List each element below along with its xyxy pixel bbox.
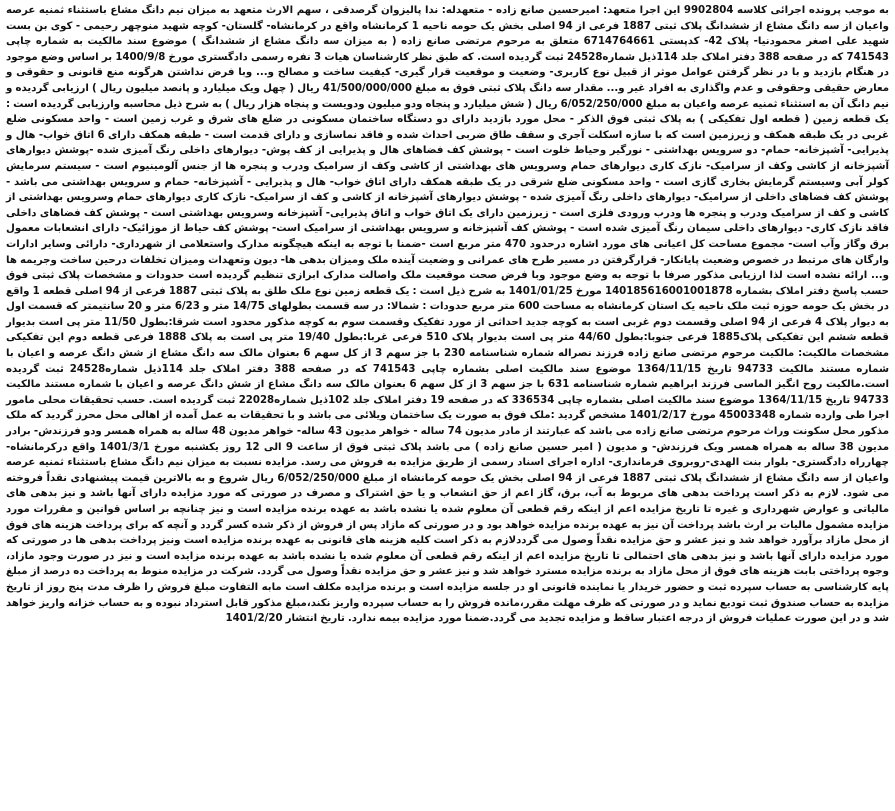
notice-body-text: به موجب پرونده اجرائی کلاسه 9902804 این اجرا متعهد: امیرحسین صانع زاده - متعهدله: ندا پالیزوان گرصدقی ، سهم الارث متعهد به میزان نیم دانگ مشاع باستثناء ثمنیه عرصه واعیان از سه دانگ مشاع از ششدانگ پلاک ثبتی 1887 فرعی از 94 اصلی بخش یک حومه ناحیه 1 کرمانشاه واقع در کرمانشاه- گلستان- کوچه شهید منوچهر رحیمی - کوی بن بست شهید علی اصغر محمودنیا- پلاک 42- کدپستی 6714764661 متعلق به مرحوم مرتضی صانع زاده ( به میزان سه دانگ مشاع از ششدانگ ) موضوع سند مالکیت به شماره چاپی 741543 که در صفحه 388 دفتر املاک جلد 114ذیل شماره24528 ثبت گردیده است. که طبق نظر کارشناسان هیات 3 نفره رسمی دادگستری مورخ 1400/9/8 بر اساس وضع موجود در هنگام بازدید و با در نظر گرفتن عوامل موثر از قبیل نوع کاربری- وضعیت و موقعیت قرار گیری- کیفیت ساخت و مصالح و... وبا فرض نداشتن هرگونه منع قانونی و حقوقی و معارض حقیقی وحقوقی و عدم واگذاری به افراد غیر و... مقدار سه دانگ پلاک ثبتی فوق به مبلغ 41/500/000/000 ریال ( چهل ویک میلیارد و پانصد میلیون ریال ) ارزیابی گردیده و نیم دانگ آن به استثناء ثمنیه عرصه واعیان به مبلغ 6/052/250/000 ریال ( شش میلیارد و پنجاه ودو میلیون ودویست و پنجاه هزار ریال ) به شرح ذیل محاسبه وارزیابی گردیده است : یک قطعه زمین ( قطعه اول تفکیکی ) به پلاک ثبتی فوق الذکر - محل مورد بازدید دارای دو دستگاه ساختمان مسکونی در ضلع های شرق و غرب زمین است - واحد مسکونی ضلع غربی در یک طبقه همکف و زیرزمین است که با سازه اسکلت آجری و سقف طاق ضربی احداث شده و فاقد نماسازی و دارای قدمت است - طبقه همکف دارای 6 اتاق خواب- هال و پذیرایی- آشپزخانه- حمام- دو سرویس بهداشتی - نورگیر وحیاط خلوت است - پوشش کف فضاهای هال و پذیرایی از کف پوش- دیوارهای داخلی رنگ آمیزی شده -پوشش دیوارهای آشپزخانه از کاشی وکف از سرامیک- نازک کاری دیوارهای حمام وسرویس های بهداشتی از کاشی وکف از سرامیک ودرب و پنجره ها از جنس آلومینیوم است - سیستم سرمایش کولر آبی وسیستم گرمایش بخاری گازی است - واحد مسکونی ضلع شرقی در یک طبقه همکف دارای اتاق خواب- هال و پذیرایی - آشپزخانه- حمام و سرویس بهداشتی می باشد - پوشش کف فضاهای داخلی از سرامیک- دیوارهای داخلی رنگ آمیزی شده - پوشش دیوارهای آشپزخانه از کاشی و کف از سرامیک- نازک کاری دیوارهای حمام وسرویس بهداشتی از کاشی و کف از سرامیک ودرب و پنجره ها ودرب ورودی فلزی است - زیرزمین دارای یک اتاق خواب و اتاق پذیرایی- آشپزخانه وسرویس بهداشتی است - پوشش کف فضاهای داخلی فاقد نازک کاری- دیوارهای داخلی سیمان رنگ آمیزی شده است - پوشش کف آشپزخانه و سرویس بهداشتی از سرامیک است- پوشش کف حیاط از موزائیک- دارای انشعابات معمول برق وگاز وآب است- مجموع مساحت کل اعیانی های مورد اشاره درحدود 470 متر مربع است -ضمنا با توجه به اینکه هیچگونه مدارک واستعلامی از شهرداری- دارائی وسایر ادارات وارگان های مرتبط در خصوص وضعیت پایانکار- قرارگرفتن در مسیر طرح های عمرانی و وضعیت آینده ملک ومیزان بدهی ها- دیون وتعهدات ومیزان تخلفات درحین ساخت وجریمه ها و... ارائه نشده است لذا ارزیابی مذکور صرفا با توجه به وضع موجود وبا فرض صحت موقعیت ملک واصالت مدارک ابرازی تنظیم گردیده است حدودات و مشخصات پلاک ثبتی فوق حسب پاسخ دفتر املاک بشماره 140185616001001878 مورخ 1401/01/25 به شرح ذیل است : یک قطعه زمین نوع ملک طلق به پلاک ثبتی 1887 فرعی از 94 اصلی قطعه 1 واقع در بخش یک حومه حوزه ثبت ملک ناحیه یک استان کرمانشاه به مساحت 600 متر مربع حدودات : شمالا: در سه قسمت بطولهای 14/75 متر و 6/23 متر و 20 سانتیمتر که قسمت اول به دیوار پلاک 4 فرعی از 94 اصلی وقسمت دوم غربی است به کوچه جدید احداثی از مورد تفکیک وقسمت سوم به کوچه مذکور محدود است شرقا:بطول 11/50 متر پی است بدیوار قطعه ششم این تفکیکی پلاک1885 فرعی جنوبا:بطول 44/60 متر پی است بدیوار پلاک 510 فرعی غربا:بطول 19/40 متر پی است به پلاک 1888 فرعی قطعه دوم این تفکیکی مشخصات مالکیت: مالکیت مرحوم مرتضی صانع زاده فرزند نصراله شماره شناسنامه 230 با جز سهم 3 از کل سهم 6 بعنوان مالک سه دانگ مشاع از شش دانگ عرصه و اعیان با شماره مستند مالکیت 94733 تاریخ 1364/11/15 موضوع سند مالکیت اصلی بشماره چاپی 741543 که در صفحه 388 دفتر املاک جلد 114ذیل شماره24528 ثبت گردیده است.مالکیت روح انگیز الماسی فرزند ابراهیم شماره شناسنامه 631 با جز سهم 3 از کل سهم 6 بعنوان مالک سه دانگ مشاع از شش دانگ عرصه و اعیان با شماره مستند مالکیت 94733 تاریخ 1364/11/15 موضوع سند مالکیت اصلی بشماره چاپی 336534 که در صفحه 19 دفتر املاک جلد 102ذیل شماره22028 ثبت گردیده است. حسب تحقیقات محلی مامور اجرا طی وارده شماره 45003348 مورخ 1401/2/17 مشخص گردید :ملک فوق به صورت یک ساختمان ویلائی می باشد و با تحقیقات به عمل آمده از اهالی محل محرز گردید که ملک مذکور محل سکونت وراث مرحوم مرتضی صانع زاده می باشد که عبارتند از مادر مدیون 74 ساله - خواهر مدیون 43 ساله- خواهر مدیون 48 ساله به همراه همسر ودو فرزندش- برادر مدیون 38 ساله به همراه همسر ویک فرزندش- و مدیون ( امیر حسین صانع زاده ) می باشد پلاک ثبتی فوق از ساعت 9 الی 12 روز یکشنبه مورخ 1401/3/1 واقع درکرمانشاه- چهارراه دادگستری- بلوار بنت الهدی-روبروی فرمانداری- اداره اجرای اسناد رسمی از طریق مزایده به فروش می رسد. مزایده نسبت به میزان نیم دانگ مشاع باستثناء ثمنیه عرصه واعیان از سه دانگ مشاع از ششدانگ پلاک ثبتی 1887 فرعی از 94 اصلی بخش یک حومه کرمانشاه از مبلغ 6/052/250/000 ریال شروع و به بالاترین قیمت پیشنهادی نقداً فروخته می شود. لازم به ذکر است پرداخت بدهی های مربوط به آب، برق، گاز اعم از حق انشعاب و یا حق اشتراک و مصرف در صورتی که مورد مزایده دارای آنها باشد و نیز بدهی های مالیاتی و عوارض شهرداری و غیره تا تاریخ مزایده اعم از اینکه رقم قطعی آن معلوم شده یا نشده باشد به عهده برنده مزایده است و نیز چنانچه بر اساس قوانین و مقررات مورد مزایده مشمول مالیات بر ارث باشد پرداخت آن نیز به عهده برنده مزایده خواهد بود و در صورتی که مازاد پس از فروش از ذکر شده کسر گردد و آنچه که برای پرداخت هزینه های فوق از محل مازاد برآورد خواهد شد و نیز عشر و حق مزایده نقداً وصول می گرددلازم به ذکر است کلیه هزینه های قانونی به عهده برنده مزایده است ونیز پرداخت بدهی ها در صورتی که مورد مزایده دارای آنها باشد و نیز بدهی های احتمالی تا تاریخ مزایده اعم از اینکه رقم قطعی آن معلوم شده یا نشده باشد به عهده برنده مزایده است و نیز در صورت وجود مازاد، وجوه پرداختی بابت هزینه های فوق از محل مازاد به برنده مزایده مسترد خواهد شد و نیز عشر و حق مزایده نقداً وصول می گردد. شرکت در مزایده منوط به پرداخت ده درصد از مبلغ پایه کارشناسی به حساب سپرده ثبت و حضور خریدار یا نماینده قانونی او در جلسه مزایده است و برنده مزایده مکلف است مابه التفاوت مبلغ فروش را ظرف مدت پنج روز از تاریخ مزایده به حساب صندوق ثبت تودیع نماید و در صورتی که ظرف مهلت مقرر،مانده فروش را به حساب سپرده واریز نکند،مبلغ مذکور قابل استرداد نبوده و به حساب خزانه واریز خواهد شد و در این صورت عملیات فروش از درجه اعتبار ساقط و مزایده تجدید می گردد.ضمنا مورد مزایده بیمه ندارد. تاریخ انتشار 1401/2/20 [6, 5, 890, 625]
